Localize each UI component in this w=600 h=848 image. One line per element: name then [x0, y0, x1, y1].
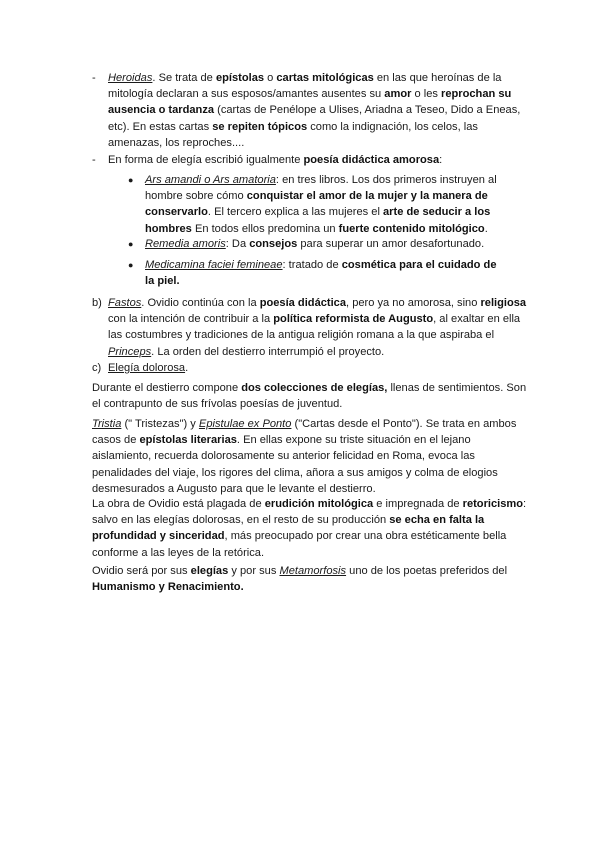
fastos-text: [108, 295, 532, 360]
text-run: : Da: [225, 238, 250, 250]
text-run: uno de los poetas preferidos del: [346, 565, 508, 577]
text-run: o les: [411, 88, 442, 101]
bold-run: se echa en falta la profundidad y sinceridad: [92, 514, 485, 543]
remedia-text: [145, 236, 498, 252]
bold-run: amor: [384, 88, 412, 101]
paragraph-obra: [92, 496, 528, 561]
fastos-title: Fastos: [108, 297, 142, 309]
bold-run: conquistar el amor de la mujer y la manera de conservarlo: [145, 190, 488, 219]
bullet-item-remedia-amoris: [128, 236, 498, 252]
bold-run: epístolas: [215, 72, 265, 84]
bold-run: política reformista de Augusto: [273, 313, 434, 326]
bold-run: reprochan su ausencia o tardanza: [108, 88, 512, 117]
text-run: con la intención de contribuir a la: [108, 313, 274, 326]
text-run: . La orden del destierro interrumpió el proyecto.: [151, 345, 385, 358]
bullet-marker: ●: [128, 260, 134, 270]
paragraph-final: [92, 563, 528, 595]
bold-run: arte de seducir a los hombres: [145, 206, 491, 235]
bold-run: religiosa: [480, 297, 527, 309]
text-run: La obra de Ovidio está plagada de: [92, 498, 265, 510]
text-run: En todos ellos predomina un: [191, 222, 339, 235]
text-run: :: [439, 154, 443, 166]
heroidas-text: [108, 70, 532, 151]
paragraph-destierro: [92, 380, 528, 412]
dash-marker: -: [92, 154, 96, 166]
medicamina-text: [145, 257, 498, 289]
text-run: . El tercero explica a las mujeres el: [207, 206, 384, 219]
bold-run: Humanismo y Renacimiento.: [92, 581, 244, 594]
elegia-didactica-text: [108, 152, 532, 168]
text-run: En forma de elegía escribió igualmente: [108, 154, 304, 166]
text-run: , pero ya no amorosa, sino: [346, 297, 481, 309]
list-item-elegia-dolorosa: [92, 360, 532, 376]
text-run: Ovidio será por sus: [92, 565, 191, 577]
text-run: llenas de sentimientos. Son el contrapunto de sus frívolas poesías de juventud.: [92, 382, 527, 411]
text-run: : tratado de: [282, 259, 342, 271]
bullet-marker: ●: [128, 239, 134, 249]
bold-run: se repiten tópicos: [212, 120, 308, 133]
bullet-item-medicamina: [128, 257, 498, 289]
letter-marker-b: b): [92, 297, 102, 309]
elegia-dolorosa-title: Elegía dolorosa: [108, 362, 186, 374]
list-item-heroidas: [92, 70, 532, 151]
text-run: . Se trata de: [152, 72, 216, 84]
dash-marker: -: [92, 72, 96, 84]
text-run: , al exaltar en ella las costumbres y tradiciones de la antigua religión romana a la que aspiraba el: [108, 313, 521, 342]
text-run: y por sus: [228, 565, 280, 577]
bold-run: cartas mitológicas: [276, 72, 374, 84]
text-run: para superar un amor desafortunado.: [297, 238, 485, 250]
elegia-dolorosa-text: [108, 360, 532, 376]
bullet-item-ars-amandi: [128, 172, 498, 237]
list-item-elegia-didactica: [92, 152, 532, 168]
epistulae-title: Epistulae ex Ponto: [198, 418, 292, 430]
medicamina-title: Medicamina faciei femineae: [145, 259, 283, 271]
text-run: . Ovidio continúa con la: [141, 297, 260, 309]
text-run: en las que heroínas de la mitología declaran a sus esposos/amantes ausentes su: [108, 72, 502, 101]
bold-run: consejos: [249, 238, 298, 250]
text-run: . En ellas expone su triste situación en el lejano aislamiento, recuerda dolorosamente su anterior felicidad en Roma, evoca las penalidades del viaje, los rigores del clima, añora a sus amigos y colma de elogios desmesurados a Augusto para que le levante el destierro.: [92, 434, 498, 495]
ars-title: Ars amandi o Ars amatoria: [145, 174, 276, 186]
text-run: como la indignación, los celos, las amenazas, los reproches....: [108, 120, 478, 149]
text-run: , más preocupado por crear una obra estéticamente bella conforme a las leyes de la retórica.: [92, 530, 507, 559]
metamorfosis-title: Metamorfosis: [279, 565, 347, 577]
text-run: : salvo en las elegías dolorosas, en el resto de su producción: [92, 498, 527, 527]
bold-run: dos colecciones de elegías,: [241, 382, 388, 394]
bullet-marker: ●: [128, 175, 134, 185]
list-item-fastos: [92, 295, 532, 360]
remedia-title: Remedia amoris: [145, 238, 226, 250]
text-run: Durante el destierro compone: [92, 382, 242, 394]
text-run: e impregnada de: [373, 498, 463, 510]
princeps-term: Princeps: [108, 345, 152, 358]
paragraph-tristia: [92, 416, 528, 497]
text-run: ("Cartas desde el Ponto"). Se trata en ambos casos de: [92, 418, 517, 447]
text-run: : en tres libros. Los dos primeros instruyen al hombre sobre cómo: [145, 174, 497, 203]
bold-run: poesía didáctica: [259, 297, 347, 309]
bold-run: epístolas literarias: [139, 434, 237, 447]
text-run: .: [185, 362, 189, 374]
heroidas-title: Heroidas: [108, 72, 153, 84]
bold-run: poesía didáctica amorosa: [303, 154, 440, 166]
text-run: .: [484, 222, 488, 235]
text-run: o: [264, 72, 277, 84]
letter-marker-c: c): [92, 362, 102, 374]
bold-run: retoricismo: [462, 498, 524, 510]
text-run: (" Tristezas") y: [121, 418, 199, 430]
bold-run: erudición mitológica: [264, 498, 374, 510]
bold-run: elegías: [190, 565, 229, 577]
text-run: (cartas de Penélope a Ulises, Ariadna a Teseo, Dido a Eneas, etc). En estas cartas: [108, 104, 521, 133]
ars-text: [145, 172, 498, 237]
bold-run: fuerte contenido mitológico: [338, 222, 485, 235]
tristia-title: Tristia: [92, 418, 122, 430]
bold-run: cosmética para el cuidado de la piel.: [145, 259, 497, 288]
